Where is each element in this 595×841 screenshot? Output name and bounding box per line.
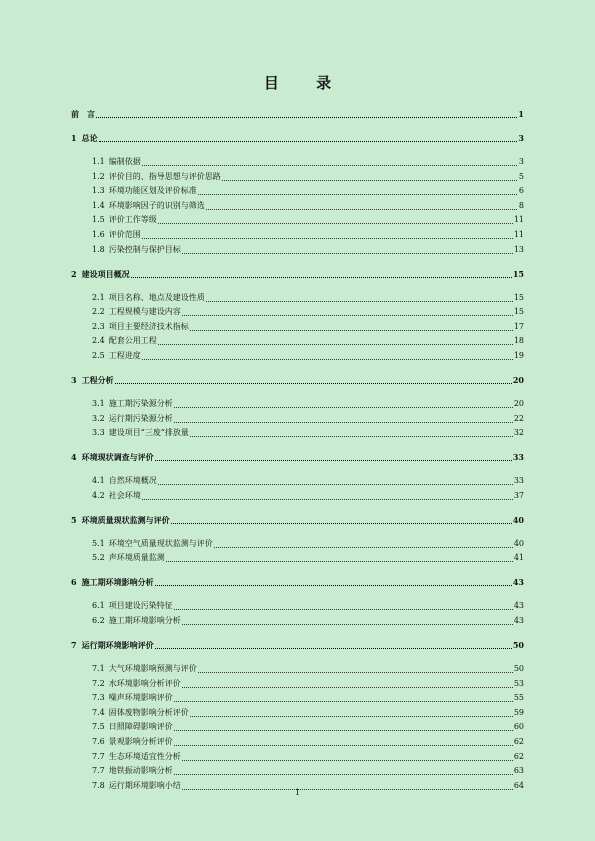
toc-section-entry[interactable]	[92, 229, 524, 241]
toc-entry-label: 环境影响因子的识别与筛选	[108, 200, 205, 210]
toc-entry-page: 53	[513, 678, 524, 688]
toc-section-entry[interactable]	[92, 475, 524, 487]
toc-entry-number: 1.4	[92, 200, 105, 210]
toc-chapter-entry[interactable]	[71, 576, 524, 588]
toc-section-entry[interactable]	[92, 736, 524, 748]
toc-entry-page: 50	[512, 640, 524, 650]
toc-section-entry[interactable]	[92, 156, 524, 168]
toc-entry-number: 1.3	[92, 186, 105, 196]
dot-leader	[99, 140, 517, 142]
dot-leader	[174, 729, 513, 731]
toc-entry-label: 声环境质量监测	[108, 553, 165, 563]
toc-section-entry[interactable]	[92, 200, 524, 212]
toc-entry-label: 工程规模与建设内容	[108, 307, 181, 317]
toc-entry-page: 37	[513, 490, 524, 500]
toc-entry-label: 大气环境影响预测与评价	[108, 664, 197, 673]
toc-entry-page: 32	[513, 428, 524, 438]
toc-entry-page: 5	[518, 171, 524, 181]
dot-leader	[131, 276, 512, 278]
toc-entry-page: 11	[513, 215, 524, 225]
toc-entry-number: 1	[71, 133, 77, 143]
toc-section-entry[interactable]	[92, 427, 524, 439]
toc-entry-page: 17	[513, 321, 524, 331]
toc-entry-label: 环境质量现状监测与评价	[81, 514, 170, 525]
toc-entry-label: 前 言	[71, 109, 95, 119]
toc-entry-label: 建设项目概况	[81, 268, 130, 279]
toc-entry-label: 社会环境	[108, 490, 141, 500]
toc-entry-page: 18	[513, 336, 524, 346]
toc-entry-page: 43	[513, 601, 524, 611]
toc-entry-label: 运行期环境影响小结	[108, 780, 181, 790]
toc-section-entry[interactable]	[92, 244, 524, 256]
dot-leader	[190, 715, 513, 717]
dot-leader	[198, 193, 517, 195]
toc-entry-number: 7.4	[92, 707, 105, 717]
toc-entry-number: 7.6	[92, 737, 105, 746]
toc-section-entry[interactable]	[92, 292, 524, 304]
toc-entry-page: 40	[513, 538, 524, 548]
toc-entry-number: 1.6	[92, 230, 105, 239]
toc-entry-page: 64	[513, 780, 524, 790]
toc-entry-number: 7.7	[92, 766, 105, 776]
toc-entry-page: 40	[512, 514, 524, 525]
dot-leader	[206, 300, 513, 302]
toc-entry-number: 1.5	[92, 215, 105, 225]
dot-leader	[174, 744, 513, 746]
dot-leader	[190, 329, 513, 331]
toc-entry-page: 11	[513, 230, 524, 239]
dot-leader	[198, 671, 513, 673]
toc-entry-label: 评价范围	[108, 230, 141, 239]
toc-chapter-entry[interactable]	[71, 132, 524, 144]
toc-section-entry[interactable]	[92, 306, 524, 318]
toc-section-entry[interactable]	[92, 678, 524, 690]
dot-leader	[182, 759, 513, 761]
dot-leader	[174, 406, 513, 408]
toc-section-entry[interactable]	[92, 538, 524, 550]
toc-entry-number: 3.1	[92, 399, 105, 408]
toc-entry-page: 62	[513, 751, 524, 761]
toc-section-entry[interactable]	[92, 350, 524, 362]
toc-entry-number: 6	[71, 577, 77, 588]
toc-section-entry[interactable]	[92, 321, 524, 333]
toc-entry-page: 60	[513, 722, 524, 732]
toc-entry-page: 15	[513, 307, 524, 317]
toc-section-entry[interactable]	[92, 398, 524, 410]
toc-section-entry[interactable]	[92, 663, 524, 675]
dot-leader	[214, 546, 513, 548]
toc-section-entry[interactable]	[92, 335, 524, 347]
toc-entry-number: 2	[71, 268, 77, 279]
toc-entry-number: 1.8	[92, 244, 105, 254]
toc-entry-label: 评价目的、指导思想与评价思路	[108, 171, 221, 181]
toc-entry-page: 43	[512, 577, 524, 588]
toc-entry-number: 7.2	[92, 678, 105, 688]
dot-leader	[182, 686, 513, 688]
dot-leader	[142, 164, 517, 166]
toc-entry-label: 项目名称、地点及建设性质	[108, 292, 205, 302]
dot-leader	[171, 522, 512, 524]
toc-entry-page: 20	[512, 375, 524, 385]
toc-chapter-entry[interactable]	[71, 374, 524, 386]
toc-entry-page: 15	[512, 268, 524, 279]
toc-entry-number: 7.1	[92, 664, 105, 673]
toc-entry-page: 22	[513, 413, 524, 423]
dot-leader	[155, 459, 512, 461]
toc-entry-page: 63	[513, 766, 524, 776]
toc-entry-number: 3	[71, 375, 77, 385]
toc-entry-page: 55	[513, 693, 524, 703]
page-title: 目 录	[263, 74, 348, 92]
dot-leader	[142, 358, 513, 360]
dot-leader	[174, 608, 513, 610]
toc-entry-page: 3	[518, 133, 524, 143]
toc-entry-number: 4.2	[92, 490, 105, 500]
toc-entry-number: 7	[71, 640, 77, 650]
dot-leader	[158, 222, 513, 224]
toc-entry-label: 建设项目“三废”排放量	[108, 428, 189, 438]
toc-entry-label: 施工期污染源分析	[108, 399, 173, 408]
toc-section-entry[interactable]	[92, 707, 524, 719]
toc-entry-page: 20	[513, 399, 524, 408]
toc-entry-label: 噪声环境影响评价	[108, 693, 173, 703]
toc-section-entry[interactable]	[92, 615, 524, 627]
toc-entry-number: 4	[71, 452, 77, 463]
toc-entry-label: 配套公用工程	[108, 336, 157, 346]
toc-entry-number: 1.2	[92, 171, 105, 181]
toc-entry-number: 2.3	[92, 321, 105, 331]
dot-leader	[142, 237, 513, 239]
dot-leader	[142, 498, 513, 500]
toc-entry-page: 15	[513, 292, 524, 302]
toc-entry-page: 62	[513, 737, 524, 746]
toc-entry-label: 施工期环境影响分析	[81, 577, 154, 588]
toc-chapter-entry[interactable]	[71, 451, 524, 463]
toc-section-entry[interactable]	[92, 490, 524, 502]
toc-entry-page: 43	[513, 616, 524, 625]
dot-leader	[174, 773, 513, 775]
toc-entry-page: 33	[512, 452, 524, 463]
toc-entry-page: 59	[513, 707, 524, 717]
dot-leader	[182, 623, 513, 625]
toc-section-entry[interactable]	[92, 185, 524, 197]
toc-entry-page: 50	[513, 664, 524, 673]
toc-chapter-entry[interactable]	[71, 268, 524, 280]
dot-leader	[190, 435, 513, 437]
toc-chapter-entry[interactable]	[71, 108, 524, 120]
toc-entry-number: 7.7	[92, 751, 105, 761]
toc-entry-label: 污染控制与保护目标	[108, 244, 181, 254]
dot-leader	[155, 647, 512, 649]
toc-section-entry[interactable]	[92, 413, 524, 425]
toc-entry-number: 3.3	[92, 428, 105, 438]
toc-entry-number: 6.1	[92, 601, 105, 611]
dot-leader	[155, 584, 512, 586]
toc-section-entry[interactable]	[92, 600, 524, 612]
dot-leader	[174, 700, 513, 702]
toc-entry-number: 4.1	[92, 476, 105, 486]
dot-leader	[206, 208, 517, 210]
dot-leader	[174, 421, 513, 423]
dot-leader	[166, 560, 513, 562]
toc-entry-number: 7.8	[92, 780, 105, 790]
dot-leader	[222, 179, 517, 181]
toc-entry-label: 日照障碍影响评价	[108, 722, 173, 732]
toc-entry-label: 运行期环境影响评价	[81, 640, 154, 650]
toc-entry-page: 6	[518, 186, 524, 196]
toc-entry-label: 施工期环境影响分析	[108, 616, 181, 625]
toc-entry-page: 1	[518, 109, 524, 119]
toc-entry-number: 5.2	[92, 553, 105, 563]
toc-entry-label: 编制依据	[108, 157, 141, 166]
toc-entry-label: 固体废物影响分析评价	[108, 707, 189, 717]
toc-entry-page: 19	[513, 351, 524, 360]
dot-leader	[115, 382, 512, 384]
toc-entry-number: 5	[71, 514, 77, 525]
toc-entry-label: 运行期污染源分析	[108, 413, 173, 423]
toc-entry-label: 工程分析	[81, 375, 114, 385]
toc-entry-label: 工程进度	[108, 351, 141, 360]
toc-section-entry[interactable]	[92, 765, 524, 777]
toc-chapter-entry[interactable]	[71, 514, 524, 526]
toc-entry-page: 41	[513, 553, 524, 563]
toc-entry-page: 3	[518, 157, 524, 166]
toc-entry-label: 生态环境适宜性分析	[108, 751, 181, 761]
toc-section-entry[interactable]	[92, 171, 524, 183]
page-number: 1	[294, 788, 301, 797]
toc-entry-label: 景观影响分析评价	[108, 737, 173, 746]
toc-entry-label: 自然环境概况	[108, 476, 157, 486]
toc-entry-number: 2.1	[92, 292, 105, 302]
dot-leader	[182, 252, 513, 254]
toc-chapter-entry[interactable]	[71, 639, 524, 651]
toc-section-entry[interactable]	[92, 214, 524, 226]
toc-entry-label: 评价工作等级	[108, 215, 157, 225]
toc-entry-label: 环境空气质量现状监测与评价	[108, 538, 213, 548]
toc-entry-number: 2.5	[92, 351, 105, 360]
toc-entry-label: 总论	[81, 133, 98, 143]
toc-entry-number: 6.2	[92, 616, 105, 625]
toc-entry-page: 33	[513, 476, 524, 486]
dot-leader	[96, 116, 517, 118]
toc-entry-number: 7.3	[92, 693, 105, 703]
toc-entry-label: 项目建设污染特征	[108, 601, 173, 611]
toc-entry-number: 1.1	[92, 157, 105, 166]
dot-leader	[158, 343, 513, 345]
toc-section-entry[interactable]	[92, 721, 524, 733]
toc-entry-label: 环境现状调查与评价	[81, 452, 154, 463]
toc-entry-number: 2.2	[92, 307, 105, 317]
toc-entry-number: 3.2	[92, 413, 105, 423]
dot-leader	[158, 483, 513, 485]
toc-entry-number: 7.5	[92, 722, 105, 732]
toc-section-entry[interactable]	[92, 692, 524, 704]
toc-entry-page: 8	[518, 200, 524, 210]
dot-leader	[182, 314, 513, 316]
toc-entry-number: 5.1	[92, 538, 105, 548]
toc-section-entry[interactable]	[92, 751, 524, 763]
toc-entry-page: 13	[513, 244, 524, 254]
toc-entry-label: 地铁振动影响分析	[108, 766, 173, 776]
toc-entry-number: 2.4	[92, 336, 105, 346]
toc-entry-label: 水环境影响分析评价	[108, 678, 181, 688]
toc-entry-label: 项目主要经济技术指标	[108, 321, 189, 331]
toc-section-entry[interactable]	[92, 552, 524, 564]
toc-entry-label: 环境功能区划及评价标准	[108, 186, 197, 196]
